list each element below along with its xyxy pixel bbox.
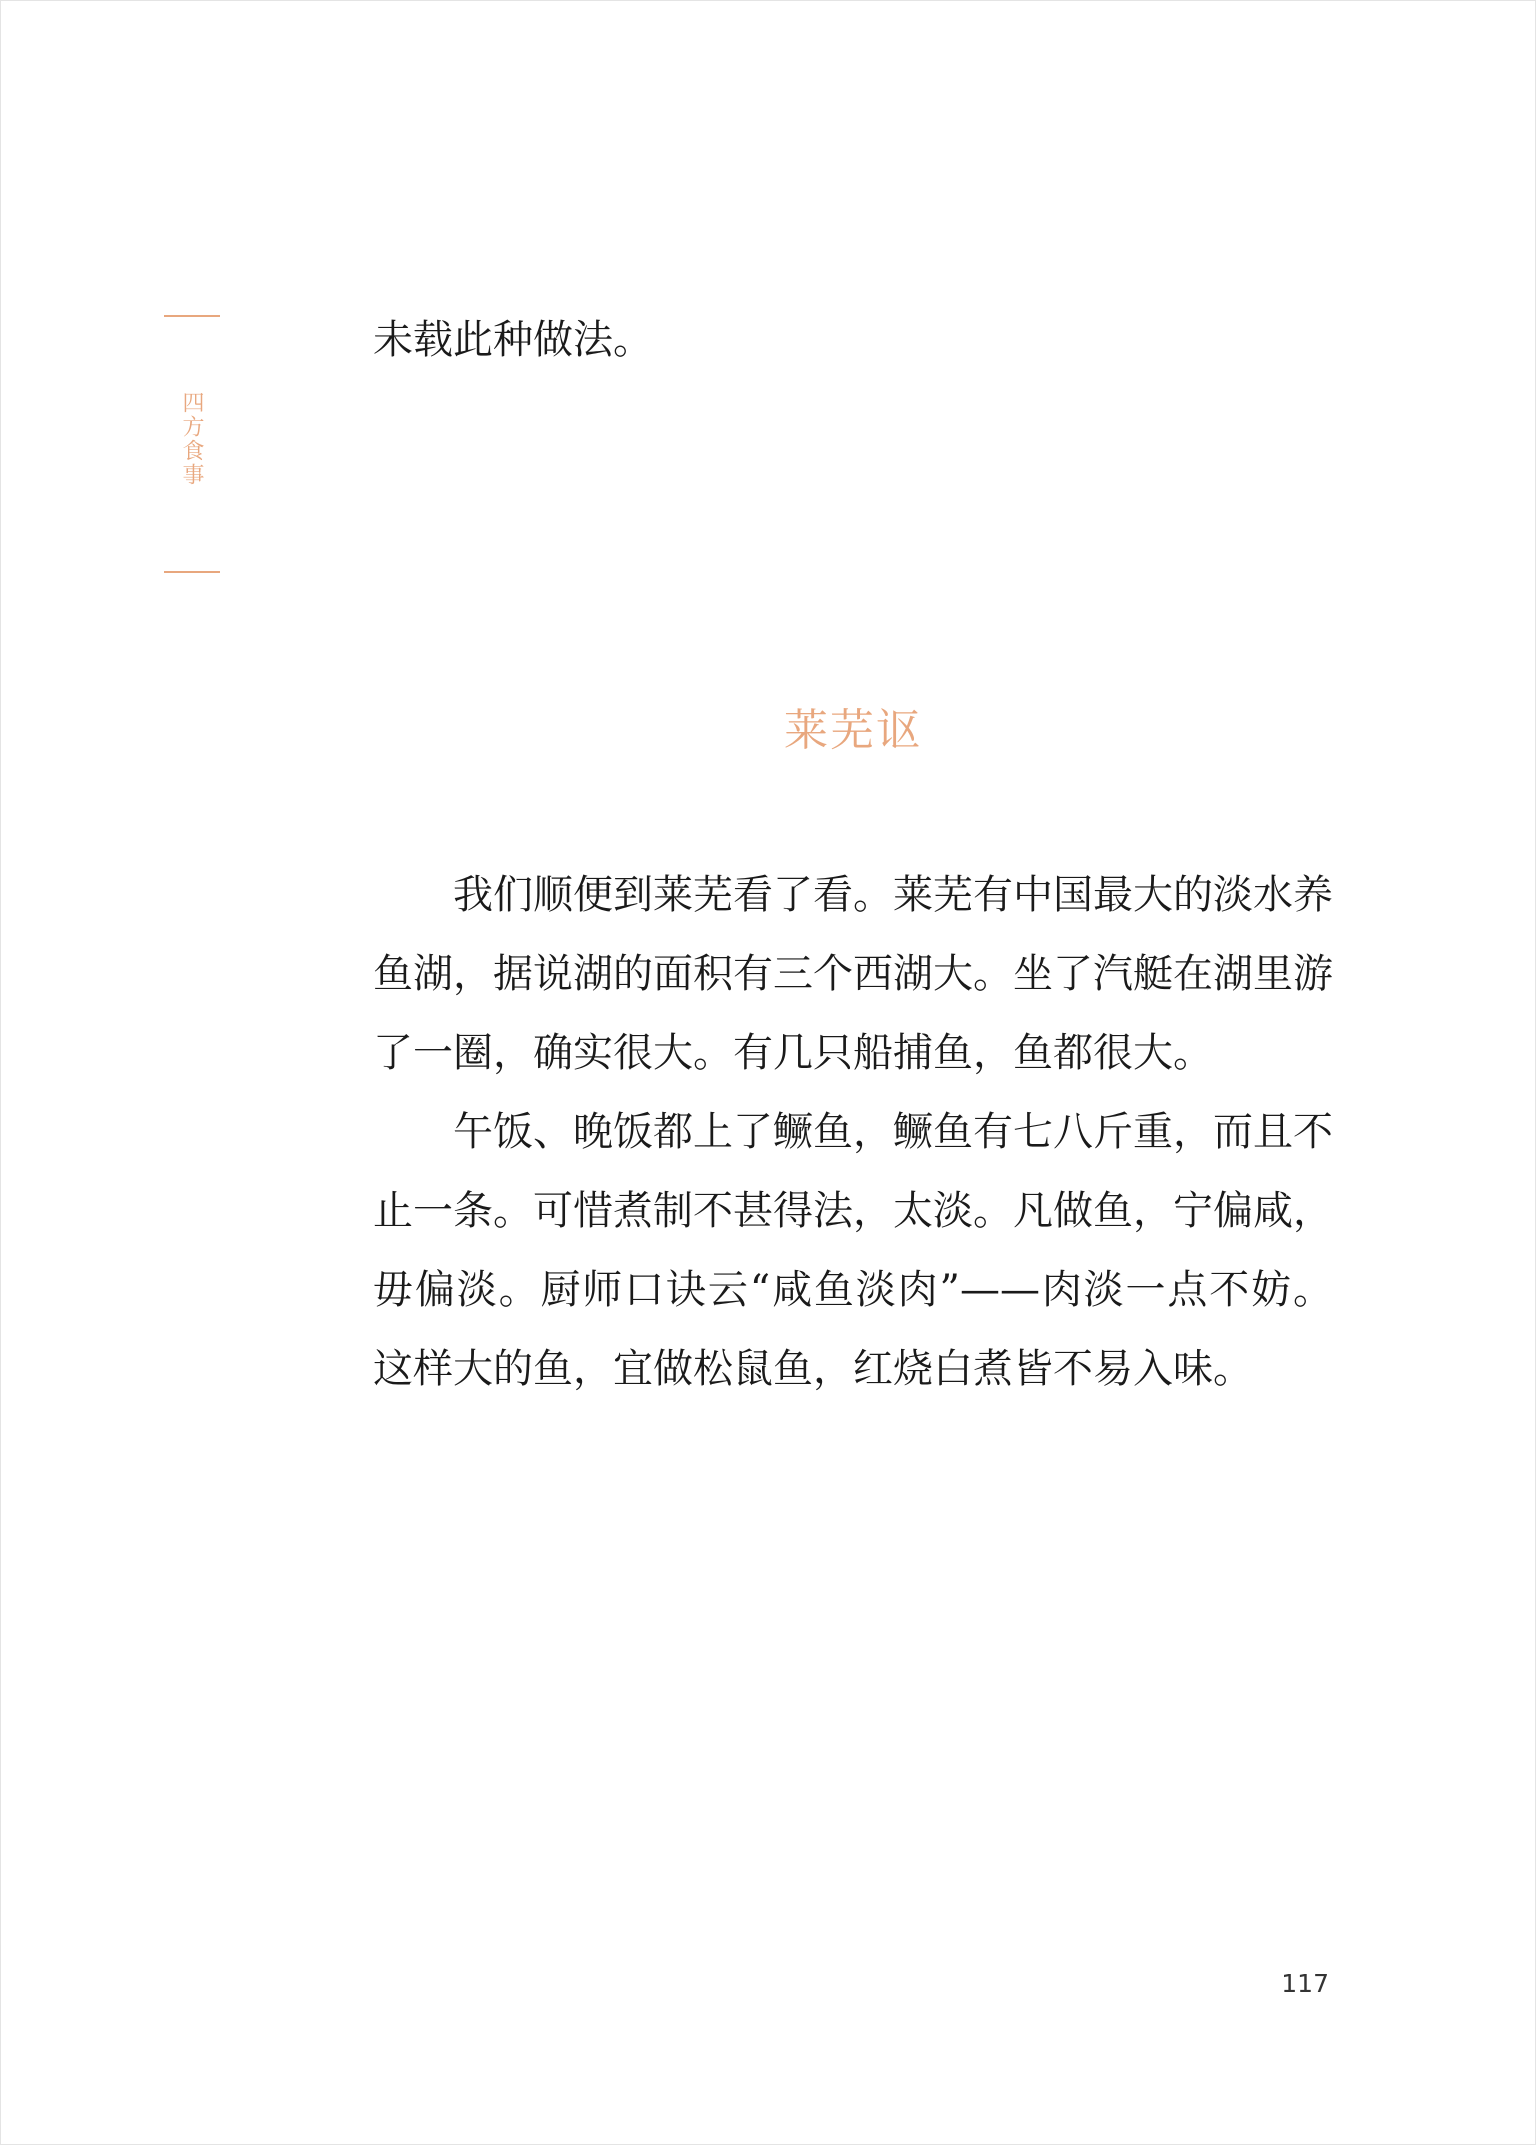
paragraph: 午饭、晚饭都上了鳜鱼，鳜鱼有七八斤重，而且不止一条。可惜煮制不甚得法，太淡。凡做鱼，宁偏咸，毋偏淡。厨师口诀云“咸鱼淡肉”——肉淡一点不妨。这样大的鱼，宜做松鼠鱼，红烧白煮皆不易入味。: [373, 1109, 1333, 1392]
header-rule-top: [164, 315, 220, 317]
header-rule-bottom: [164, 571, 220, 573]
running-header-title: 四方食事: [179, 391, 204, 487]
page-number: 117: [1281, 1969, 1329, 1998]
section-title: 莱芜讴: [784, 705, 922, 756]
paragraph: 我们顺便到莱芜看了看。莱芜有中国最大的淡水养鱼湖，据说湖的面积有三个西湖大。坐了汽艇在湖里游了一圈，确实很大。有几只船捕鱼，鱼都很大。: [373, 872, 1333, 1076]
carry-over-text: 未载此种做法。: [373, 317, 653, 363]
section-body: [373, 856, 1333, 1409]
